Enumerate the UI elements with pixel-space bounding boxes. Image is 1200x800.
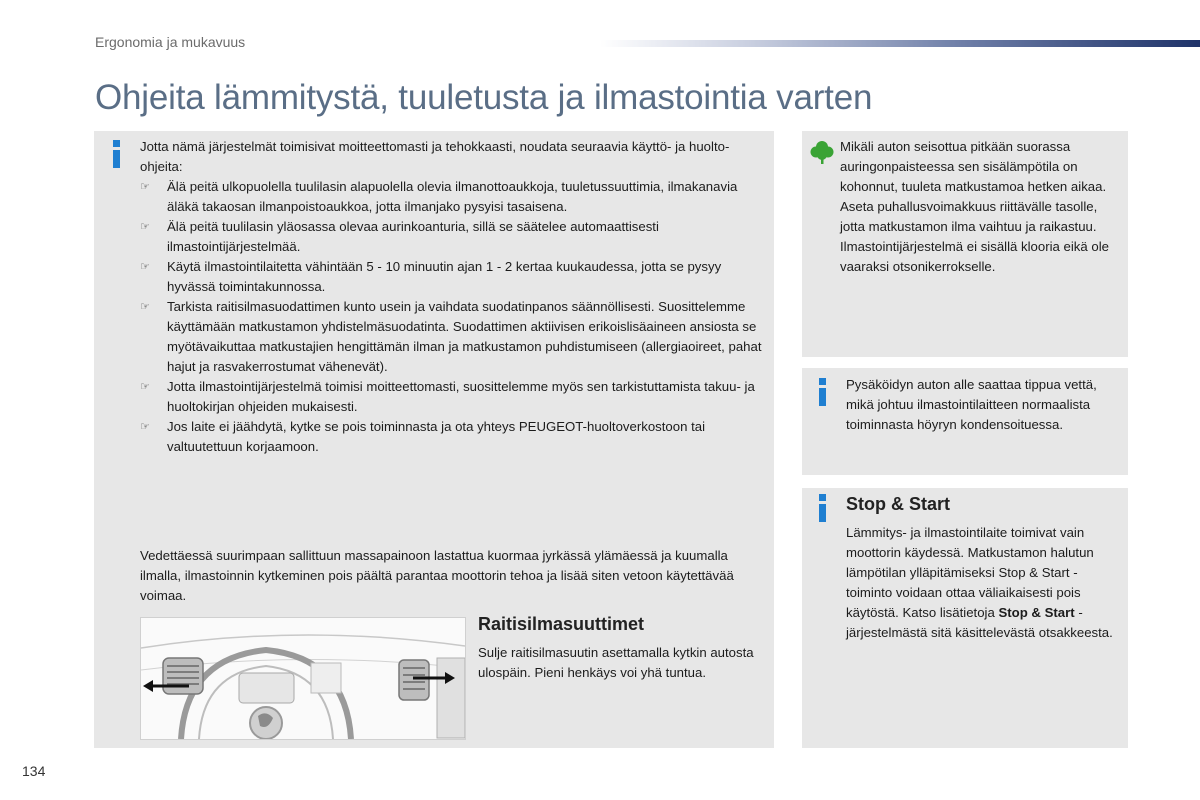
hand-pointer-icon: ☞ — [140, 301, 150, 313]
header-rule — [600, 40, 1200, 47]
page-title: Ohjeita lämmitystä, tuuletusta ja ilmastointia varten — [95, 78, 873, 117]
fresh-air-vents-text: Sulje raitisilmasuutin asettamalla kytkin autosta ulospäin. Pieni henkäys voi yhä tuntua. — [478, 645, 754, 680]
stop-start-text: Lämmitys- ja ilmastointilaite toimivat vain moottorin käydessä. Matkustamon halutun lämpötilan ylläpitämiseksi Stop & Start -toiminto voidaan ottaa väliaikaisesti pois käytöstä. Katso lisätietoja Stop & Start -järjestelmästä sitä käsittelevästä otsakkeesta. — [846, 525, 1113, 640]
info-icon — [112, 140, 122, 168]
dashboard-drawing — [141, 618, 465, 739]
list-item: ☞ Tarkista raitisilmasuodattimen kunto usein ja vaihdata suodatinpanos säännöllisesti. Suosittelemme käyttämään matkustamon yhdistelmäsuodatinta. Suodattimen aktiivisen erikoislisäaineen ansiosta se myötävaikuttaa matkustajien hengittämän ilman ja matkustamon puhdistumiseen (allergiaoireet, pahat hajut ja rasvakerrostumat vähenevät). — [140, 299, 762, 374]
list-item: ☞ Älä peitä ulkopuolella tuulilasin alapuolella olevia ilmanottoaukkoja, tuuletussuuttimia, ilmakanavia äläkä takaosan ilmanpoistoaukkoa, jotta ilmanjako pysyisi tasaisena. — [140, 179, 738, 214]
section-label: Ergonomia ja mukavuus — [95, 34, 246, 50]
list-item: ☞ Jos laite ei jäähdytä, kytke se pois toiminnasta ja ota yhteys PEUGEOT-huoltoverkostoon tai valtuutettuun korjaamoon. — [140, 419, 706, 454]
hand-pointer-icon: ☞ — [140, 421, 150, 433]
list-item: ☞ Käytä ilmastointilaitetta vähintään 5 - 10 minuutin ajan 1 - 2 kertaa kuukaudessa, jotta se pysyy hyvässä toimintakunnossa. — [140, 259, 722, 294]
eco-leaf-icon — [810, 139, 834, 170]
eco-tip-text: Mikäli auton seisottua pitkään suorassa auringonpaisteessa sen sisälämpötila on kohonnut, tuuleta matkustamoa hetken aikaa. Aseta puhallusvoimakkuus riittävälle tasolle, jotta matkustamon ilma vaihtuu ja raikastuu. Ilmastointijärjestelmä ei sisällä klooria eikä ole vaaraksi otsonikerrokselle. — [840, 139, 1109, 274]
info-icon — [818, 494, 828, 522]
hand-pointer-icon: ☞ — [140, 381, 150, 393]
load-paragraph: Vedettäessä suurimpaan sallittuun massapainoon lastattua kuormaa jyrkässä ylämäessä ja kuumalla ilmalla, ilmastoinnin kytkeminen pois päältä parantaa moottorin tehoa ja lisää siten vetoon käytettävää voimaa. — [140, 548, 734, 603]
hand-pointer-icon: ☞ — [140, 261, 150, 273]
condensation-text: Pysäköidyn auton alle saattaa tippua vettä, mikä johtuu ilmastointilaitteen normaalista toiminnasta höyryn kondensoituessa. — [846, 377, 1097, 432]
intro-text: Jotta nämä järjestelmät toimisivat moitteettomasti ja tehokkaasti, noudata seuraavia käyttö- ja huolto-ohjeita: — [140, 139, 730, 174]
hand-pointer-icon: ☞ — [140, 221, 150, 233]
stop-start-heading: Stop & Start — [846, 494, 951, 514]
dashboard-vents-illustration — [140, 617, 466, 740]
hand-pointer-icon: ☞ — [140, 181, 150, 193]
list-item: ☞ Älä peitä tuulilasin yläosassa olevaa aurinkoanturia, sillä se säätelee automaattisesti ilmastointijärjestelmää. — [140, 219, 659, 254]
page-number: 134 — [22, 763, 46, 779]
list-item: ☞ Jotta ilmastointijärjestelmä toimisi moitteettomasti, suosittelemme myös sen tarkistuttamista takuu- ja huoltokirjan ohjeiden mukaisesti. — [140, 379, 755, 414]
advice-list — [140, 177, 770, 457]
info-icon — [818, 378, 828, 406]
fresh-air-vents-heading: Raitisilmasuuttimet — [478, 614, 645, 634]
